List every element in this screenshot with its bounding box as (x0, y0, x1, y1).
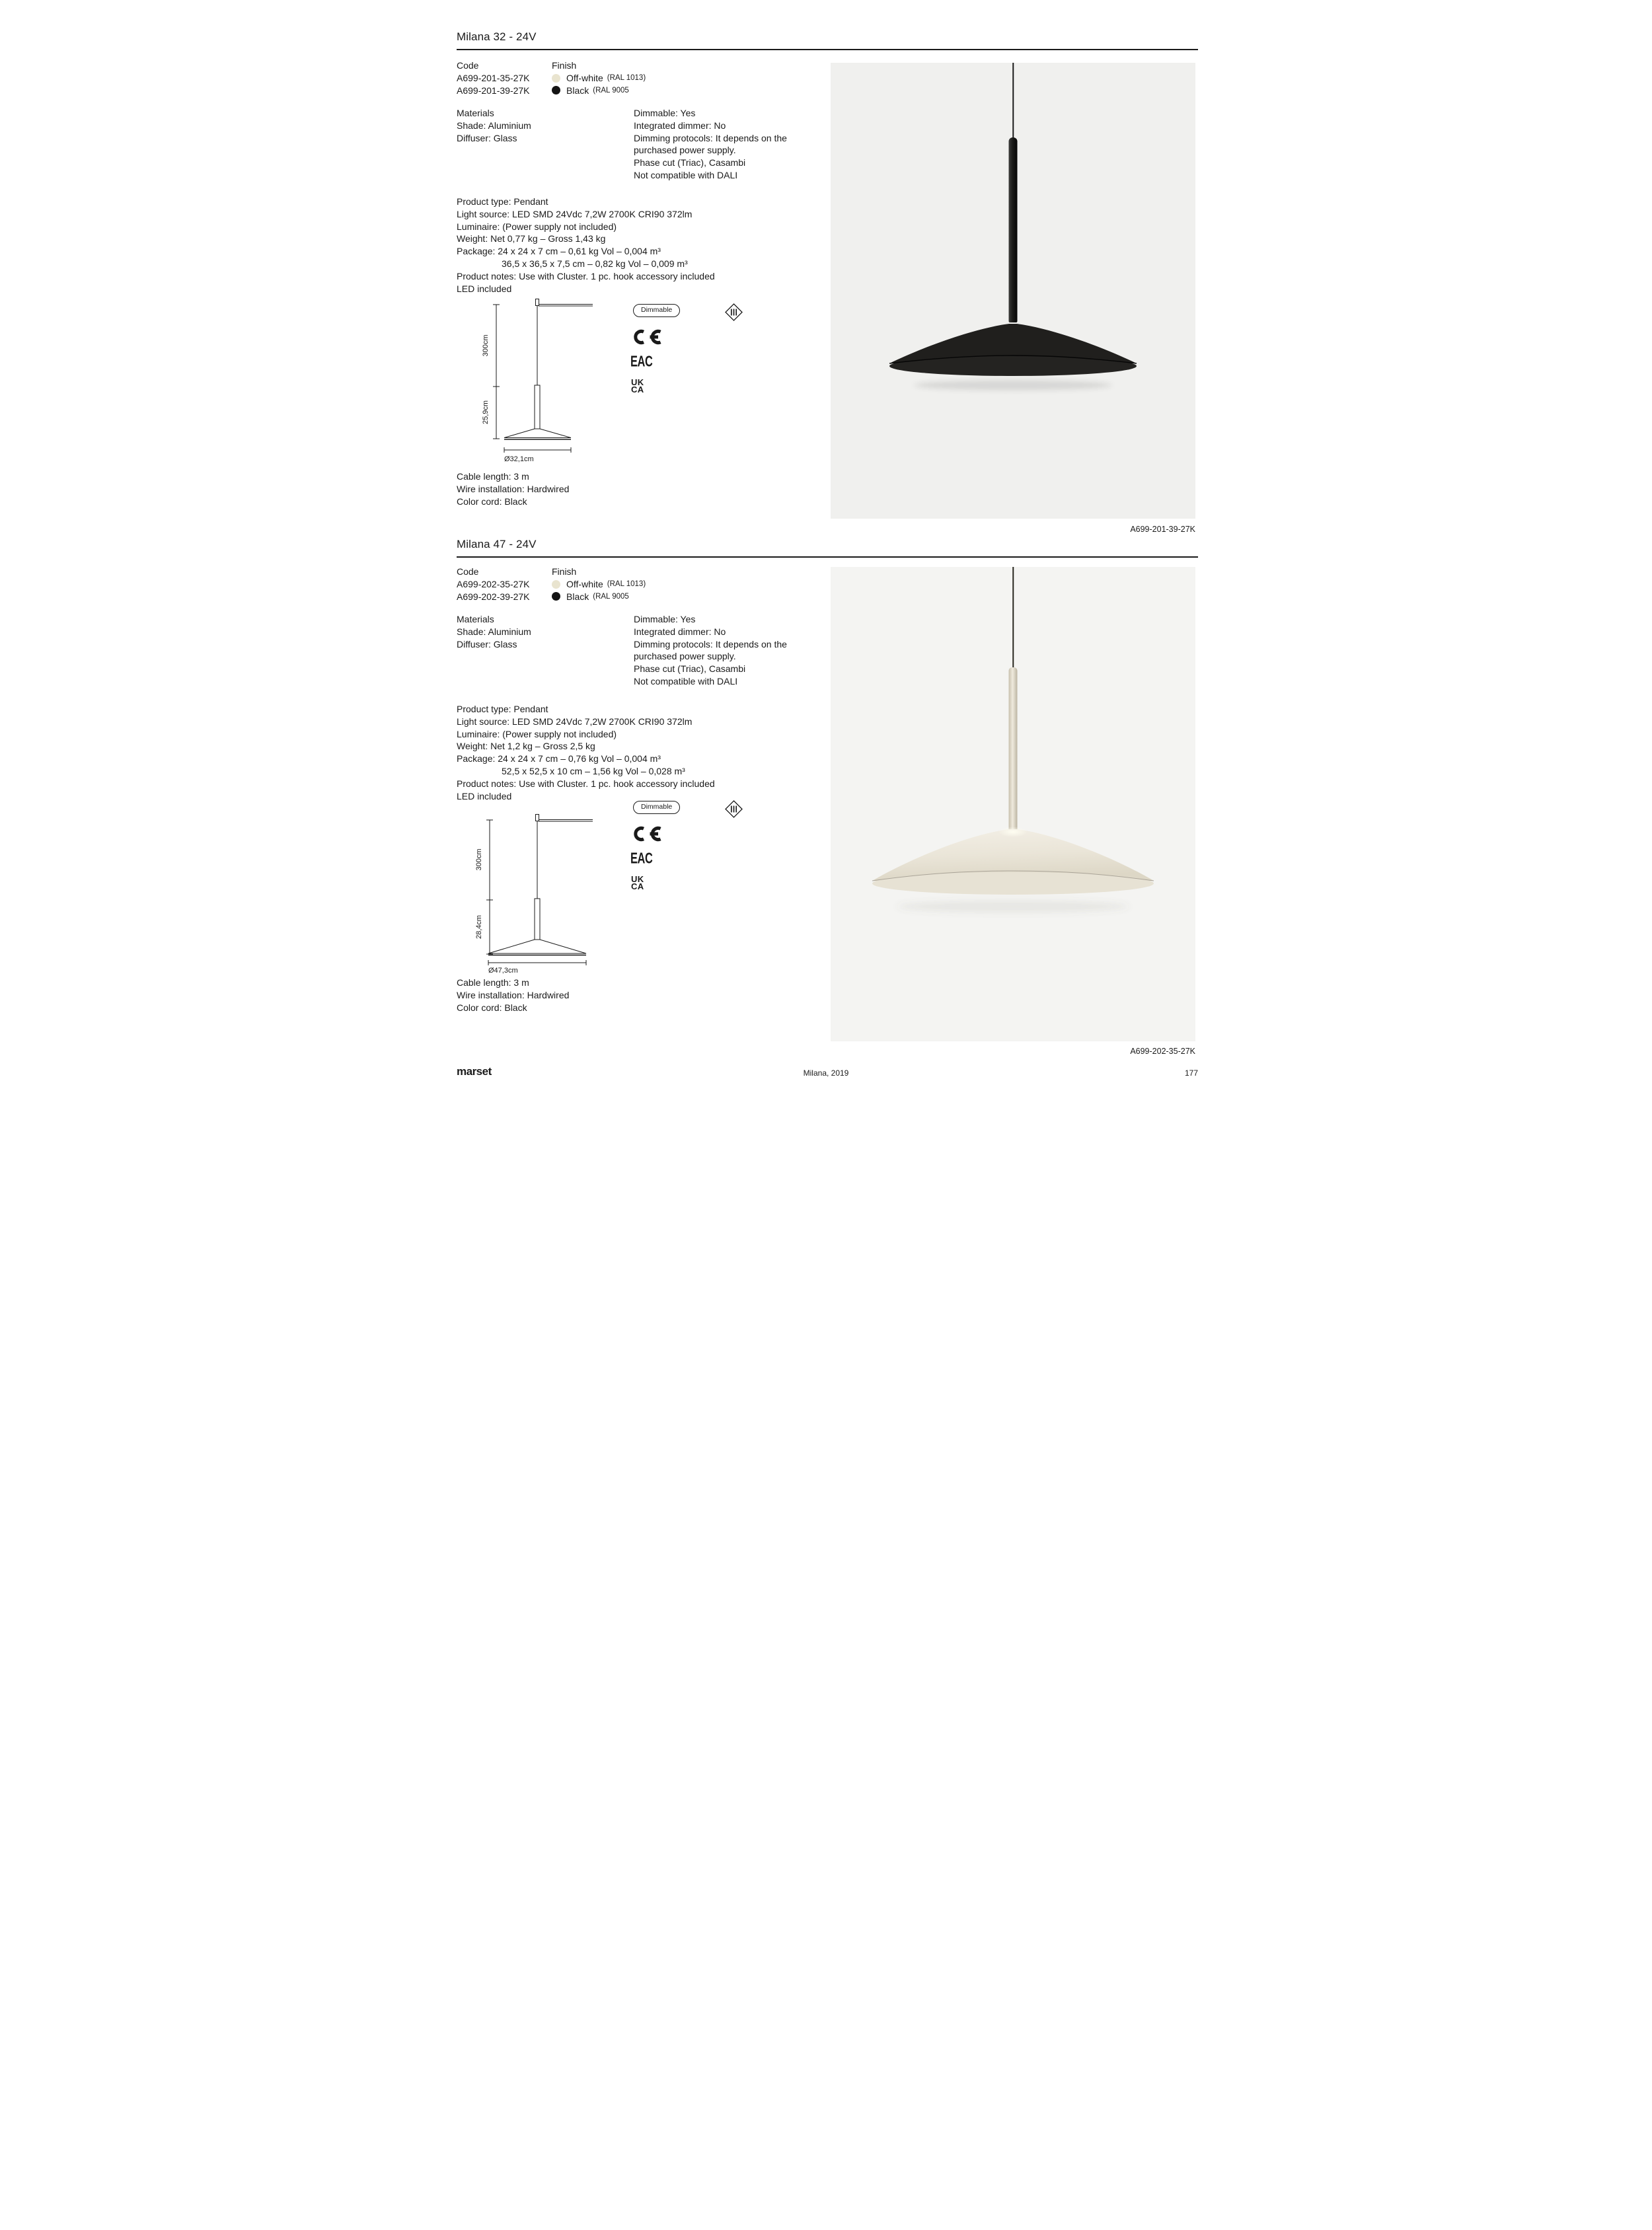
dimming-line: purchased power supply. (634, 145, 736, 156)
off-white-swatch-icon (552, 74, 560, 83)
code-header: Code (457, 60, 479, 71)
product-line: Weight: Net 1,2 kg – Gross 2,5 kg (457, 741, 595, 752)
materials-line: Materials (457, 108, 494, 118)
table-header-row (457, 566, 646, 578)
dimming-line: Not compatible with DALI (634, 169, 738, 180)
eac-mark: EAC (630, 850, 653, 867)
section-2-title: Milana 47 - 24V (457, 538, 537, 550)
product-line: 52,5 x 52,5 x 10 cm – 1,56 kg Vol – 0,028 m³ (502, 765, 685, 776)
product-line: Package: 24 x 24 x 7 cm – 0,61 kg Vol – 0,004 m³ (457, 246, 661, 257)
product-line: Weight: Net 0,77 kg – Gross 1,43 kg (457, 233, 606, 244)
finish-ral: (RAL 1013) (607, 579, 646, 588)
section-1-product-info (457, 196, 715, 295)
product-line: 36,5 x 36,5 x 7,5 cm – 0,82 kg Vol – 0,009 m³ (502, 258, 688, 269)
dim-label-drop: 300cm (482, 334, 490, 357)
finish-ral: (RAL 9005 (593, 592, 629, 601)
photo-caption: A699-202-35-27K (1130, 1047, 1195, 1056)
materials-line: Materials (457, 614, 494, 624)
table-header-row (457, 59, 646, 72)
cable-line: Color cord: Black (457, 496, 527, 507)
ukca-mark (631, 379, 644, 393)
finish-name: Black (566, 85, 589, 96)
cable-line: Wire installation: Hardwired (457, 989, 570, 1000)
section-1-rule (457, 49, 1198, 50)
dimming-line: Phase cut (Triac), Casambi (634, 157, 746, 168)
dimension-diagram-1 (479, 299, 618, 464)
ukca-line: UK (631, 377, 644, 387)
dim-label-diameter: Ø32,1cm (504, 455, 534, 463)
section-2-product-info (457, 703, 715, 802)
black-swatch-icon (552, 86, 560, 94)
finish-name: Black (566, 591, 589, 602)
product-line: LED included (457, 283, 512, 294)
materials-line: Diffuser: Glass (457, 132, 517, 143)
class-iii-icon (725, 800, 743, 818)
dimming-line: Integrated dimmer: No (634, 626, 726, 637)
dimming-line: Dimming protocols: It depends on the (634, 132, 787, 143)
product-line: Light source: LED SMD 24Vdc 7,2W 2700K CRI90 372lm (457, 716, 693, 727)
lamp-stem (1009, 137, 1018, 322)
code-cell: A699-202-39-27K (457, 591, 530, 602)
materials-line: Diffuser: Glass (457, 638, 517, 650)
ukca-line: UK (631, 874, 644, 884)
code-cell: A699-202-35-27K (457, 578, 530, 589)
section-1-title: Milana 32 - 24V (457, 30, 537, 43)
section-2-dimming (634, 613, 787, 688)
product-line: Product type: Pendant (457, 704, 548, 714)
dim-label-body: 28,4cm (475, 914, 483, 940)
section-1-code-table (457, 59, 646, 96)
ce-mark-icon (630, 329, 663, 345)
dimmable-badge: Dimmable (633, 801, 680, 814)
cable-line: Cable length: 3 m (457, 471, 529, 482)
finish-ral: (RAL 9005 (593, 86, 629, 94)
lamp-cable (1012, 63, 1014, 139)
ukca-mark (631, 875, 644, 890)
finish-name: Off-white (566, 72, 603, 83)
finish-header: Finish (552, 566, 577, 577)
eac-mark: EAC (630, 353, 653, 370)
dimming-line: purchased power supply. (634, 651, 736, 662)
class-iii-icon (725, 303, 743, 321)
photo-caption: A699-201-39-27K (1130, 525, 1195, 534)
section-1-dimming (634, 107, 787, 182)
materials-line: Shade: Aluminium (457, 120, 531, 131)
page-number: 177 (1184, 1068, 1198, 1078)
table-row (457, 578, 646, 591)
dimming-line: Phase cut (Triac), Casambi (634, 663, 746, 675)
dimming-line: Dimmable: Yes (634, 614, 696, 624)
product-line: Luminaire: (Power supply not included) (457, 728, 617, 739)
product-photo-off-white (831, 567, 1195, 1041)
lamp-stem (1009, 667, 1018, 830)
dimension-diagram-2 (474, 814, 616, 974)
brand-logo: marset (457, 1065, 492, 1078)
product-line: Package: 24 x 24 x 7 cm – 0,76 kg Vol – 0,004 m³ (457, 753, 661, 764)
table-row (457, 591, 646, 603)
product-line: Light source: LED SMD 24Vdc 7,2W 2700K CRI90 372lm (457, 208, 693, 219)
code-cell: A699-201-35-27K (457, 72, 530, 83)
product-line: Product type: Pendant (457, 196, 548, 207)
off-white-swatch-icon (552, 580, 560, 589)
lamp-shade (887, 321, 1139, 400)
product-line: Luminaire: (Power supply not included) (457, 221, 617, 232)
section-2-cable-info (457, 977, 569, 1014)
dimmable-badge: Dimmable (633, 304, 680, 317)
ukca-line: CA (631, 881, 644, 891)
dimming-line: Not compatible with DALI (634, 675, 738, 687)
black-swatch-icon (552, 592, 560, 601)
table-row (457, 85, 646, 97)
table-row (457, 72, 646, 85)
finish-name: Off-white (566, 578, 603, 589)
dimming-line: Integrated dimmer: No (634, 120, 726, 131)
dimming-line: Dimming protocols: It depends on the (634, 638, 787, 650)
section-2-rule (457, 556, 1198, 558)
dim-label-diameter: Ø47,3cm (488, 967, 518, 974)
section-2-materials (457, 613, 531, 650)
product-line: Product notes: Use with Cluster. 1 pc. hook accessory included (457, 778, 715, 789)
cable-line: Color cord: Black (457, 1002, 527, 1013)
product-line: Product notes: Use with Cluster. 1 pc. hook accessory included (457, 270, 715, 281)
section-2-code-table (457, 566, 646, 603)
spec-sheet-page (413, 0, 1239, 1115)
finish-ral: (RAL 1013) (607, 73, 646, 82)
dim-label-body: 25,9cm (482, 400, 490, 425)
lamp-cable (1012, 567, 1014, 669)
materials-line: Shade: Aluminium (457, 626, 531, 637)
ce-mark-icon (630, 826, 663, 842)
cable-line: Wire installation: Hardwired (457, 483, 570, 494)
footer-center-label: Milana, 2019 (803, 1068, 849, 1078)
section-1-materials (457, 107, 531, 144)
ukca-line: CA (631, 385, 644, 394)
section-1-cable-info (457, 470, 569, 507)
lamp-shade (871, 827, 1155, 926)
cable-line: Cable length: 3 m (457, 977, 529, 988)
dimming-line: Dimmable: Yes (634, 108, 696, 118)
dim-label-drop: 300cm (475, 848, 483, 871)
code-cell: A699-201-39-27K (457, 85, 530, 96)
finish-header: Finish (552, 60, 577, 71)
product-line: LED included (457, 790, 512, 801)
product-photo-black (831, 63, 1195, 519)
code-header: Code (457, 566, 479, 577)
